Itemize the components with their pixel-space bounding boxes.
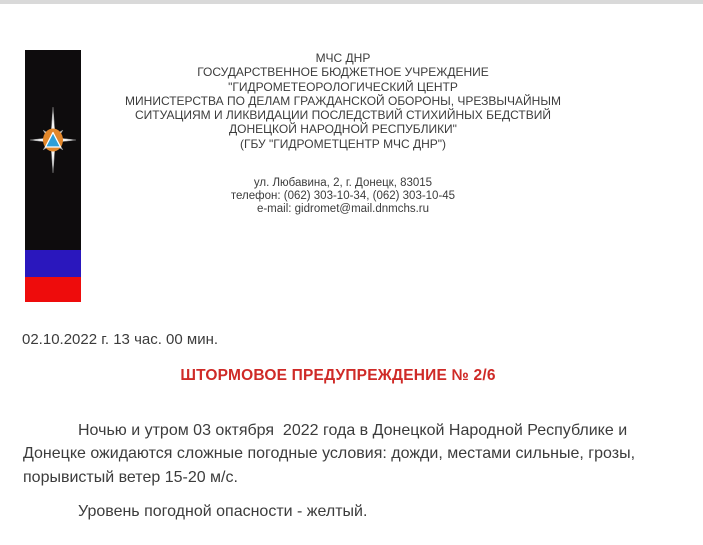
address-line: ул. Любавина, 2, г. Донецк, 83015 xyxy=(253,177,433,189)
phone-line: телефон: (062) 303-10-34, (062) 303-10-45 xyxy=(230,190,456,203)
body-text-line: Ночью и утром 03 октября 2022 года в Донецкой Народной Республике и xyxy=(78,422,628,439)
email-line: e-mail: gidromet@mail.dnmchs.ru xyxy=(256,203,430,216)
mchs-star-icon xyxy=(29,107,77,173)
flag-blue-stripe xyxy=(25,250,81,277)
top-border-bar xyxy=(0,0,703,4)
organization-header xyxy=(85,51,601,151)
storm-warning-title: ШТОРМОВОЕ ПРЕДУПРЕЖДЕНИЕ № 2/6 xyxy=(180,367,496,384)
flag-red-stripe xyxy=(25,277,81,302)
date-time-text: 02.10.2022 г. 13 час. 00 мин. xyxy=(22,331,219,348)
body-text-line: Донецке ожидаются сложные погодные условия: дожди, местами сильные, грозы, xyxy=(23,445,636,463)
org-name-line: МЧС ДНР xyxy=(315,51,371,65)
org-name-line: МИНИСТЕРСТВА ПО ДЕЛАМ ГРАЖДАНСКОЙ ОБОРОНЫ, ЧРЕЗВЫЧАЙНЫМ xyxy=(125,93,561,108)
org-name-line: (ГБУ "ГИДРОМЕТЦЕНТР МЧС ДНР") xyxy=(239,136,447,151)
warning-body-paragraph xyxy=(23,419,689,489)
danger-level-text: Уровень погодной опасности - желтый. xyxy=(78,503,368,520)
org-name-line: "ГИДРОМЕТЕОРОЛОГИЧЕСКИЙ ЦЕНТР xyxy=(228,79,458,94)
org-name-line: ДОНЕЦКОЙ НАРОДНОЙ РЕСПУБЛИКИ" xyxy=(229,122,457,137)
dpr-flag-banner xyxy=(25,50,81,302)
org-name-line: СИТУАЦИЯМ И ЛИКВИДАЦИИ ПОСЛЕДСТВИЙ СТИХИЙНЫХ БЕДСТВИЙ xyxy=(135,108,551,123)
contact-info xyxy=(85,177,601,217)
org-name-line: ГОСУДАРСТВЕННОЕ БЮДЖЕТНОЕ УЧРЕЖДЕНИЕ xyxy=(197,65,489,80)
body-text-line: порывистый ветер 15-20 м/с. xyxy=(23,468,238,486)
